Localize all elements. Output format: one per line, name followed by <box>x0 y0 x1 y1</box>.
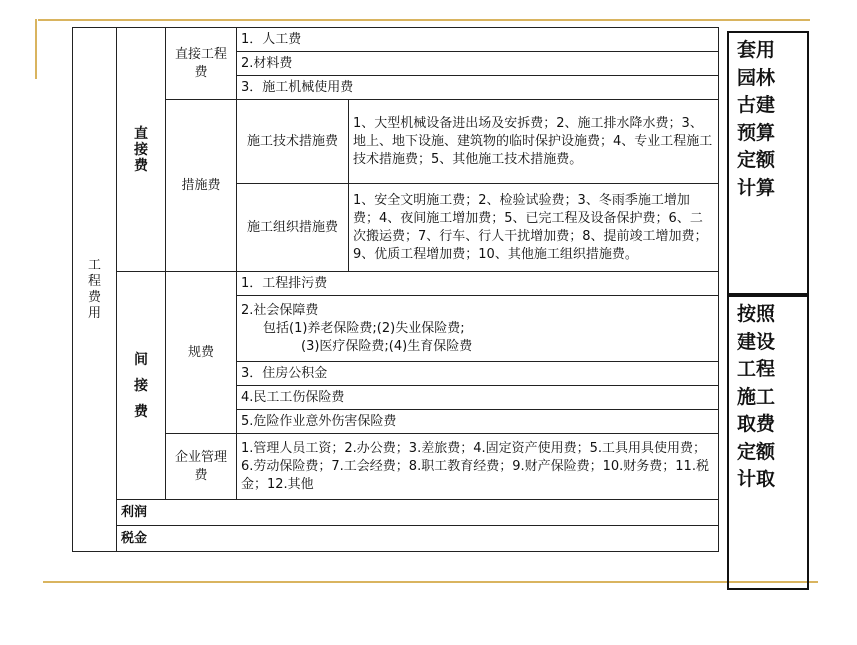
management-fee-text: 1.管理人员工资；2.办公费；3.差旅费；4.固定资产使用费；5.工具用具使用费；6.劳动保险费；7.工会经费；8.职工教育经费；9.财产保险费；10.财务费；11.税金；12.其他 <box>237 434 719 500</box>
side-box-quota-text: 套用 园林 古建 预算 定额 计算 <box>737 39 776 199</box>
bottom-rule <box>43 581 818 583</box>
side-box-fee-standard <box>727 295 809 590</box>
social-security-line-1: 包括(1)养老保险费;(2)失业保险费; <box>263 320 465 336</box>
org-measures-label: 施工组织措施费 <box>237 184 349 272</box>
outer-label: 工程费用 <box>73 28 117 552</box>
engineering-item-1: 1．人工费 <box>237 28 719 52</box>
profit-label: 利润 <box>117 500 719 526</box>
engineering-item-3: 3．施工机械使用费 <box>237 76 719 100</box>
indirect-cost-label: 间接费 <box>117 272 166 500</box>
fees-item-4: 4.民工工伤保险费 <box>237 386 719 410</box>
direct-cost-label: 直接费 <box>117 28 166 272</box>
management-fee-label: 企业管理费 <box>166 434 237 500</box>
social-security-title: 2.社会保障费 <box>241 302 319 318</box>
direct-engineering-label: 直接工程费 <box>166 28 237 100</box>
top-rule <box>38 19 810 21</box>
tech-measures-text: 1、大型机械设备进出场及安拆费；2、施工排水降水费；3、地上、地下设施、建筑物的临时保护设施费；4、专业工程施工技术措施费；5、其他施工技术措施费。 <box>349 100 719 184</box>
fees-label: 规费 <box>166 272 237 434</box>
tax-label: 税金 <box>117 526 719 552</box>
left-rule <box>35 19 37 79</box>
cost-structure-table <box>72 27 719 552</box>
tech-measures-label: 施工技术措施费 <box>237 100 349 184</box>
side-box-fee-text: 按照 建设 工程 施工 取费 定额 计取 <box>737 303 776 490</box>
social-security-line-2: (3)医疗保险费;(4)生育保险费 <box>301 338 473 354</box>
fees-item-3: 3．住房公积金 <box>237 362 719 386</box>
side-box-quota-calculation <box>727 31 809 295</box>
fees-item-1: 1．工程排污费 <box>237 272 719 296</box>
org-measures-text: 1、安全文明施工费；2、检验试验费；3、冬雨季施工增加费；4、夜间施工增加费；5、已完工程及设备保护费；6、二次搬运费；7、行车、行人干扰增加费；8、提前竣工增加费；9、优质工程增加费；10、其他施工组织措施费。 <box>349 184 719 272</box>
engineering-item-2: 2.材料费 <box>237 52 719 76</box>
social-security-cell <box>237 296 719 362</box>
fees-item-5: 5.危险作业意外伤害保险费 <box>237 410 719 434</box>
measures-label: 措施费 <box>166 100 237 272</box>
